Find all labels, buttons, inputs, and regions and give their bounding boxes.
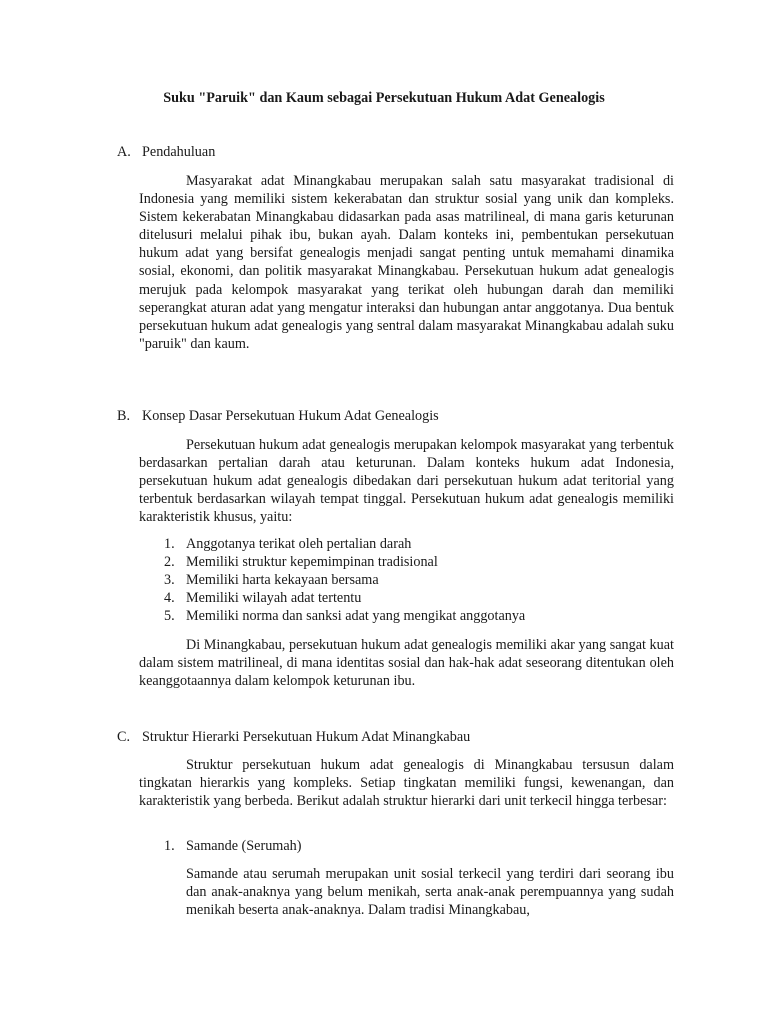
section-marker: A. xyxy=(117,144,131,160)
section-a-heading xyxy=(117,143,215,161)
section-c-paragraph-1: Struktur persekutuan hukum adat genealogis di Minangkabau tersusun dalam tingkatan hierarkis yang kompleks. Setiap tingkatan memiliki fungsi, kewenangan, dan karakteristik yang berbeda. Berikut adalah struktur hierarki dari unit terkecil hingga terbesar: xyxy=(139,757,674,810)
samande-paragraph: Samande atau serumah merupakan unit sosial terkecil yang terdiri dari seorang ibu dan anak-anaknya yang belum menikah, serta anak-anak perempuannya yang sudah menikah beserta anak-anaknya. Dalam tradisi Minangkabau, xyxy=(186,866,674,919)
list-item xyxy=(139,607,525,625)
section-title: Struktur Hierarki Persekutuan Hukum Adat Minangkabau xyxy=(142,729,471,745)
section-c-heading xyxy=(117,728,470,746)
list-item xyxy=(139,571,525,589)
list-item-text: Anggotanya terikat oleh pertalian darah xyxy=(186,536,412,552)
list-item xyxy=(139,589,525,607)
list-item-text: Memiliki harta kekayaan bersama xyxy=(186,572,379,588)
list-number: 3. xyxy=(164,572,175,588)
list-number: 2. xyxy=(164,554,175,570)
section-title: Konsep Dasar Persekutuan Hukum Adat Genealogis xyxy=(142,408,439,424)
section-b-paragraph-1: Persekutuan hukum adat genealogis merupakan kelompok masyarakat yang terbentuk berdasarkan pertalian darah atau keturunan. Dalam konteks hukum adat Indonesia, persekutuan hukum adat genealogis dibedakan dari persekutuan hukum adat teritorial yang terbentuk berdasarkan wilayah tempat tinggal. Persekutuan hukum adat genealogis memiliki karakteristik khusus, yaitu: xyxy=(139,437,674,526)
characteristics-list xyxy=(139,535,525,625)
section-title: Pendahuluan xyxy=(142,144,216,160)
list-item-text: Memiliki norma dan sanksi adat yang mengikat anggotanya xyxy=(186,608,526,624)
list-number: 1. xyxy=(164,838,175,854)
list-item xyxy=(139,535,525,553)
list-item-text: Memiliki struktur kepemimpinan tradisional xyxy=(186,554,438,570)
list-number: 1. xyxy=(164,536,175,552)
list-item xyxy=(139,837,301,855)
list-number: 5. xyxy=(164,608,175,624)
section-marker: C. xyxy=(117,729,131,745)
list-item-text: Memiliki wilayah adat tertentu xyxy=(186,590,362,606)
section-marker: B. xyxy=(117,408,131,424)
list-item xyxy=(139,553,525,571)
hierarchy-list xyxy=(139,837,301,855)
section-b-heading xyxy=(117,407,439,425)
section-b-paragraph-2: Di Minangkabau, persekutuan hukum adat genealogis memiliki akar yang sangat kuat dalam sistem matrilineal, di mana identitas sosial dan hak-hak adat seseorang ditentukan oleh keanggotaannya dalam kelompok keturunan ibu. xyxy=(139,637,674,690)
list-number: 4. xyxy=(164,590,175,606)
document-title: Suku "Paruik" dan Kaum sebagai Persekutuan Hukum Adat Genealogis xyxy=(163,90,605,106)
section-a-paragraph-1: Masyarakat adat Minangkabau merupakan salah satu masyarakat tradisional di Indonesia yang memiliki sistem kekerabatan dan struktur sosial yang unik dan kompleks. Sistem kekerabatan Minangkabau didasarkan pada asas matrilineal, di mana garis keturunan ditelusuri melalui pihak ibu, bukan ayah. Dalam konteks ini, pembentukan persekutuan hukum adat yang bersifat genealogis menjadi sangat penting untuk memahami dinamika sosial, ekonomi, dan politik masyarakat Minangkabau. Persekutuan hukum adat genealogis merujuk pada kelompok masyarakat yang terikat oleh hubungan darah dan memiliki seperangkat aturan adat yang mengatur interaksi dan hubungan antar anggotanya. Dua bentuk persekutuan hukum adat genealogis yang sentral dalam masyarakat Minangkabau adalah suku "paruik" dan kaum. xyxy=(139,173,674,352)
list-item-text: Samande (Serumah) xyxy=(186,838,302,854)
